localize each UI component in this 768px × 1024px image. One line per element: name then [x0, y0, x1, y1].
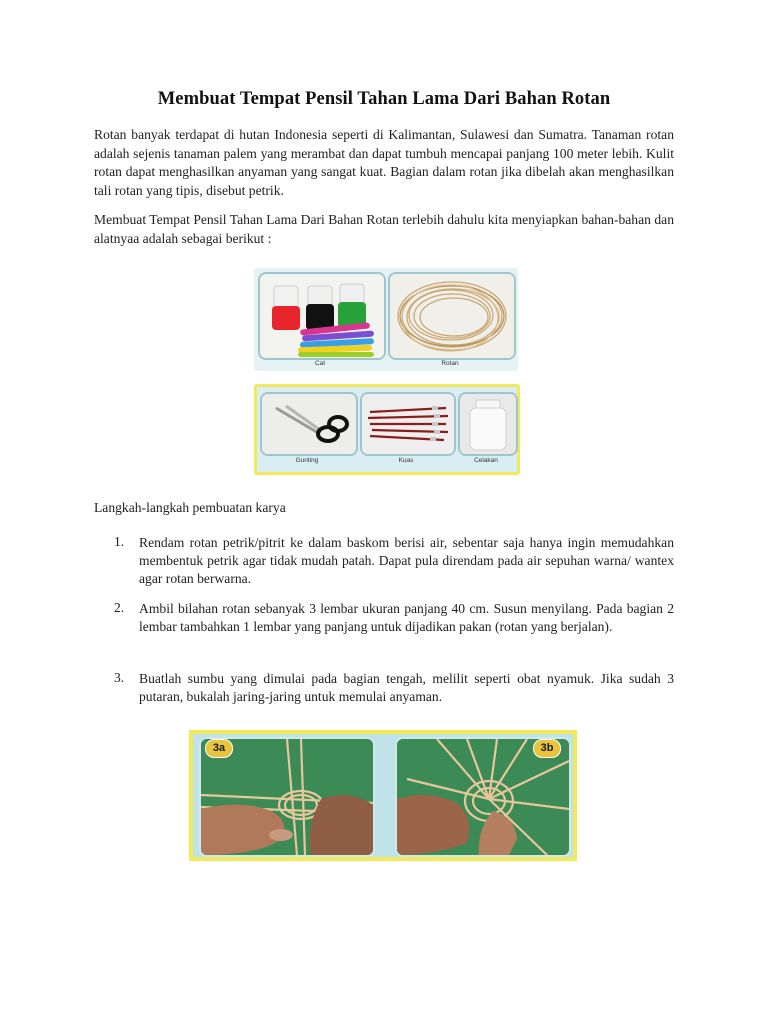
brushes-icon: [362, 394, 454, 454]
materials-intro-paragraph: Membuat Tempat Pensil Tahan Lama Dari Bahan Rotan terlebih dahulu kita menyiapkan bahan-bahan dan alatnyaa adalah sebagai berikut :: [94, 212, 674, 246]
rattan-coil-illustration: [390, 274, 514, 358]
step-number: 3.: [114, 670, 125, 685]
jar-icon: [460, 394, 516, 454]
weaving-figure: [189, 730, 577, 861]
caption-rattan: Rotan: [441, 360, 459, 367]
brushes-photo: [360, 392, 456, 456]
step-text: Ambil bilahan rotan sebanyak 3 lembar ukuran panjang 40 cm. Susun menyilang. Pada bagian 2 lembar tambahkan 1 lembar yang panjang untuk dijadikan pakan (rotan yang berjalan).: [139, 601, 674, 634]
badge-3b: 3b: [533, 739, 561, 758]
step-text: Rendam rotan petrik/pitrit ke dalam baskom berisi air, sebentar saja hanya ingin memudahkan membentuk petrik agar tidak mudah patah. Dapat pula direndam pada air sepuhan warna/ wantex agar rotan berwarna.: [139, 535, 674, 586]
step-number: 1.: [114, 534, 125, 549]
document-title: Membuat Tempat Pensil Tahan Lama Dari Bahan Rotan: [157, 89, 611, 109]
step-text: Buatlah sumbu yang dimulai pada bagian tengah, melilit seperti obat nyamuk. Jika sudah 3 putaran, bukalah jaring-jaring untuk memulai anyaman.: [139, 671, 674, 704]
scissors-icon: [262, 394, 356, 454]
rattan-photo: [388, 272, 516, 360]
scissors-photo: [260, 392, 358, 456]
caption-brushes: Kuas: [398, 457, 414, 464]
materials-figure: [254, 268, 518, 371]
paint-photo: [258, 272, 386, 360]
step-number: 2.: [114, 600, 125, 615]
paint-illustration: [260, 274, 384, 358]
tools-figure: [254, 384, 520, 475]
steps-heading: Langkah-langkah pembuatan karya: [94, 500, 286, 515]
caption-paint: Cat: [314, 360, 326, 367]
intro-paragraph: Rotan banyak terdapat di hutan Indonesia seperti di Kalimantan, Sulawesi dan Sumatra. Tanaman rotan adalah sejenis tanaman palem yang merambat dan dapat tumbuh mencapai panjang 100 meter lebih. Kulit rotan dapat menghasilkan anyaman yang sangat kuat. Bagian dalam rotan jika dibelah akan menghasilkan tali rotan yang tipis, disebut petrik.: [94, 127, 674, 198]
glue-jar-photo: [458, 392, 518, 456]
caption-scissors: Gunting: [295, 457, 319, 464]
badge-3a: 3a: [205, 739, 233, 758]
caption-jar: Celakan: [474, 457, 498, 464]
